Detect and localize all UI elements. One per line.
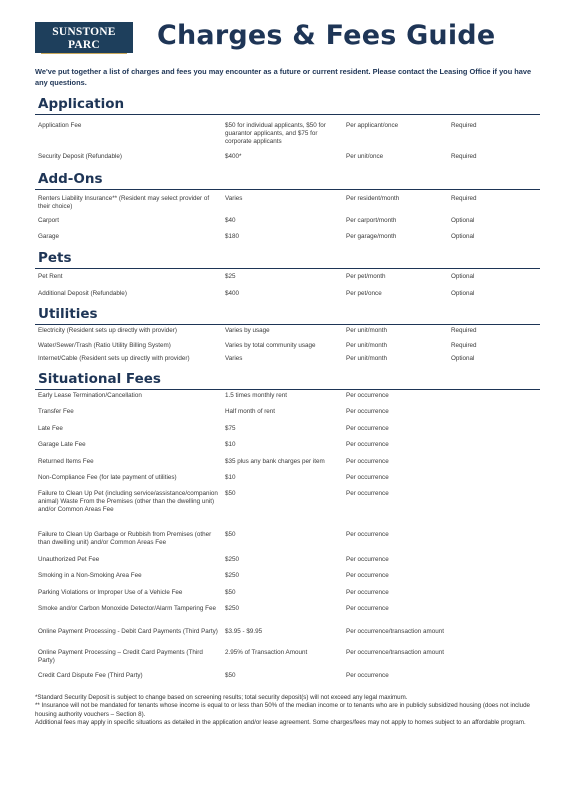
fee-amount: $25	[225, 273, 236, 280]
fee-frequency: Per occurrence/transaction amount	[346, 649, 445, 656]
fee-frequency: Per occurrence	[346, 441, 389, 448]
fee-amount: $400	[225, 290, 240, 297]
fee-amount: $50	[225, 672, 236, 679]
fee-name: Transfer Fee	[38, 408, 74, 415]
fee-frequency: Per occurrence	[346, 474, 389, 481]
fee-frequency: Per occurrence	[346, 531, 389, 538]
fee-amount: $35 plus any bank charges per item	[225, 458, 325, 465]
section-divider	[35, 389, 540, 390]
footnotes	[35, 694, 540, 727]
fee-name: Application Fee	[38, 122, 82, 129]
logo-subtitle: APARTMENTS	[41, 53, 127, 62]
fee-name: Unauthorized Pet Fee	[38, 556, 100, 563]
fee-amount: $250	[225, 605, 240, 612]
fee-frequency: Per unit/month	[346, 355, 387, 362]
section-heading: Application	[38, 96, 125, 112]
fee-name: Online Payment Processing – Credit Card Payments (Third Party)	[38, 649, 203, 665]
fee-name: Additional Deposit (Refundable)	[38, 290, 127, 297]
fee-amount: $75	[225, 425, 236, 432]
fee-name: Early Lease Termination/Cancellation	[38, 392, 142, 399]
fee-amount: Half month of rent	[225, 408, 276, 415]
fee-requirement: Required	[451, 122, 477, 129]
fee-amount: 2.95% of Transaction Amount	[225, 649, 308, 656]
fee-frequency: Per occurrence	[346, 589, 389, 596]
fee-frequency: Per occurrence/transaction amount	[346, 628, 445, 635]
fee-amount: $3.95 - $9.95	[225, 628, 263, 635]
fee-frequency: Per occurrence	[346, 490, 389, 497]
fee-name: Pet Rent	[38, 273, 63, 280]
fee-frequency: Per occurrence	[346, 556, 389, 563]
fee-frequency: Per occurrence	[346, 408, 389, 415]
fee-name: Smoke and/or Carbon Monoxide Detector/Alarm Tampering Fee	[38, 605, 217, 612]
fee-amount: $50	[225, 589, 236, 596]
section-divider	[35, 189, 540, 190]
intro-text: We've put together a list of charges and fees you may encounter as a future or current resident. Please contact the Leasing Office if you have any questions.	[35, 67, 532, 87]
section-heading: Situational Fees	[38, 371, 161, 387]
fee-name: Returned Items Fee	[38, 458, 94, 465]
fee-amount: $40	[225, 217, 236, 224]
logo	[35, 22, 133, 61]
fee-frequency: Per pet/once	[346, 290, 382, 297]
fee-name: Security Deposit (Refundable)	[38, 153, 122, 160]
fee-amount: Varies by total community usage	[225, 342, 316, 349]
fee-frequency: Per occurrence	[346, 605, 389, 612]
fee-frequency: Per pet/month	[346, 273, 386, 280]
fee-amount: $250	[225, 556, 240, 563]
fee-amount: $50	[225, 490, 236, 497]
fee-amount: $250	[225, 572, 240, 579]
section-divider	[35, 324, 540, 325]
fee-amount: $10	[225, 441, 236, 448]
section-heading: Add-Ons	[38, 171, 103, 187]
fee-frequency: Per occurrence	[346, 572, 389, 579]
fee-name: Garage	[38, 233, 60, 240]
fee-amount: $400*	[225, 153, 242, 160]
fee-frequency: Per occurrence	[346, 672, 389, 679]
fee-amount: Varies	[225, 355, 243, 362]
fee-frequency: Per garage/month	[346, 233, 397, 240]
fee-name: Failure to Clean Up Pet (including service/assistance/companion animal) Waste From the Premises (other than the dwelling unit) and/or Common Areas Fee	[38, 490, 218, 514]
fee-name: Garage Late Fee	[38, 441, 86, 448]
fee-name: Online Payment Processing - Debit Card Payments (Third Party)	[38, 628, 218, 635]
fee-frequency: Per occurrence	[346, 458, 389, 465]
fee-requirement: Required	[451, 342, 477, 349]
fee-frequency: Per carport/month	[346, 217, 397, 224]
section-divider	[35, 268, 540, 269]
fee-amount: $10	[225, 474, 236, 481]
section-heading: Pets	[38, 250, 72, 266]
fee-frequency: Per unit/once	[346, 153, 384, 160]
fee-name: Electricity (Resident sets up directly with provider)	[38, 327, 177, 334]
fee-amount: 1.5 times monthly rent	[225, 392, 287, 399]
fee-frequency: Per occurrence	[346, 425, 389, 432]
fee-name: Non-Compliance Fee (for late payment of utilities)	[38, 474, 177, 481]
fee-amount: Varies by usage	[225, 327, 270, 334]
footnote: *Standard Security Deposit is subject to change based on screening results; total security deposit(s) will not exceed any legal maximum.	[35, 694, 408, 701]
fee-amount: $180	[225, 233, 240, 240]
fee-name: Renters Liability Insurance** (Resident may select provider of their choice)	[38, 195, 210, 211]
fee-name: Water/Sewer/Trash (Ratio Utility Billing System)	[38, 342, 171, 349]
fee-name: Credit Card Dispute Fee (Third Party)	[38, 672, 143, 679]
fee-requirement: Required	[451, 327, 477, 334]
fee-name: Carport	[38, 217, 59, 224]
fee-name: Internet/Cable (Resident sets up directly with provider)	[38, 355, 190, 362]
fee-requirement: Optional	[451, 217, 475, 224]
fee-frequency: Per applicant/once	[346, 122, 399, 129]
fee-requirement: Optional	[451, 355, 475, 362]
page-title: Charges & Fees Guide	[157, 20, 496, 51]
fee-requirement: Required	[451, 153, 477, 160]
fee-name: Failure to Clean Up Garbage or Rubbish from Premises (other than dwelling unit) and/or Common Areas Fee	[38, 531, 212, 547]
fee-frequency: Per resident/month	[346, 195, 400, 202]
fee-name: Late Fee	[38, 425, 63, 432]
fee-amount: $50 for individual applicants, $50 for guarantor applicants, and $75 for corporate applicants	[225, 122, 326, 146]
section-divider	[35, 114, 540, 115]
fee-requirement: Optional	[451, 233, 475, 240]
fee-frequency: Per unit/month	[346, 327, 387, 334]
fee-name: Smoking in a Non-Smoking Area Fee	[38, 572, 142, 579]
fee-frequency: Per occurrence	[346, 392, 389, 399]
fee-requirement: Optional	[451, 273, 475, 280]
fee-amount: $50	[225, 531, 236, 538]
footnote: Additional fees may apply in specific situations as detailed in the application and/or lease agreement. Some charges/fees may not apply to homes subject to an affordable program.	[35, 718, 526, 726]
fee-requirement: Optional	[451, 290, 475, 297]
fee-amount: Varies	[225, 195, 243, 202]
section-heading: Utilities	[38, 306, 98, 322]
fee-frequency: Per unit/month	[346, 342, 387, 349]
footnote: ** Insurance will not be mandated for tenants whose income is equal to or less than 50% of the median income or to tenants who are in publicly subsidized housing (does not include housing authority vouchers – Section 8).	[35, 702, 530, 718]
logo-name: SUNSTONE PARC	[52, 26, 116, 51]
fee-requirement: Required	[451, 195, 477, 202]
fee-name: Parking Violations or Improper Use of a Vehicle Fee	[38, 589, 183, 596]
